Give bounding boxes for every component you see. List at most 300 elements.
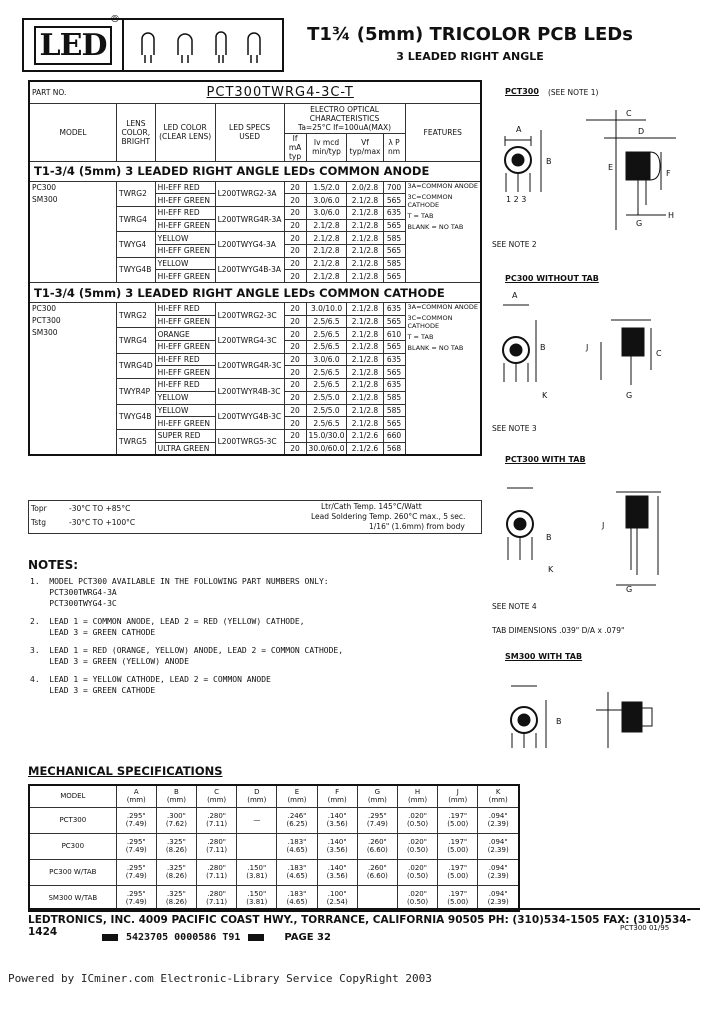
anode-vf: 2.1/2.8 [347, 232, 383, 245]
cathode-lens: TWRG4D [117, 353, 156, 378]
mech-cell [438, 833, 478, 859]
mech-inch: .295" [126, 889, 146, 898]
anode-lp: 585 [383, 257, 405, 270]
anode-color: HI-EFF GREEN [155, 194, 215, 207]
mech-col-1: A (mm) [116, 785, 156, 807]
mech-mm: (8.26) [165, 872, 187, 880]
anode-if: 20 [284, 219, 306, 232]
mech-mm: (7.49) [125, 846, 147, 854]
mech-cell [197, 807, 237, 833]
cathode-iv: 2.5/6.5 [306, 315, 347, 328]
dim-e-label: E [608, 163, 614, 172]
cathode-iv: 2.5/6.5 [306, 366, 347, 379]
anode-spec: L200TWRG2-3A [215, 181, 284, 206]
diagram-2-see: SEE NOTE 3 [492, 424, 537, 433]
anode-model-1: SM300 [32, 194, 58, 204]
mech-cell [237, 859, 277, 885]
cathode-color: HI-EFF RED [155, 379, 215, 392]
dim-a2-label: A [512, 291, 518, 300]
topr-label: Topr [31, 504, 47, 513]
mech-inch: .325" [167, 889, 186, 898]
cathode-if: 20 [284, 303, 306, 316]
cathode-lp: 565 [383, 366, 405, 379]
mech-inch: .260" [367, 864, 387, 872]
cathode-color: HI-EFF GREEN [155, 417, 215, 430]
cathode-iv: 2.5/6.5 [306, 328, 347, 341]
anode-lp: 635 [383, 206, 405, 219]
dim-k-label: K [542, 391, 548, 400]
mech-mm: (5.00) [447, 872, 469, 880]
cathode-spec: L200TWRG2-3C [215, 303, 284, 328]
note-line: 3. LEAD 1 = RED (ORANGE, YELLOW) ANODE, LEAD 2 = COMMON CATHODE, [30, 646, 344, 655]
note-line: LEAD 3 = GREEN (YELLOW) ANODE [30, 657, 189, 666]
mech-inch: .197" [448, 864, 468, 872]
dimension-diagrams [486, 80, 712, 750]
diagram-1-see: SEE NOTE 2 [492, 240, 537, 249]
mech-inch: .197" [448, 812, 468, 820]
cathode-model-1: PCT300 [32, 316, 61, 325]
mech-inch: .295" [126, 838, 146, 846]
anode-feature-0: 3A=COMMON ANODE [407, 181, 478, 190]
anode-features [405, 181, 481, 283]
mech-mm: (2.39) [487, 897, 509, 906]
cathode-color: HI-EFF GREEN [155, 315, 215, 328]
mech-col-2: B (mm) [156, 785, 196, 807]
cathode-vf: 2.1/2.8 [347, 391, 383, 404]
anode-model-0: PC300 [32, 182, 57, 192]
mech-mm: (3.56) [326, 872, 348, 880]
cathode-if: 20 [284, 366, 306, 379]
mech-mm: (2.39) [487, 846, 509, 854]
anode-if: 20 [284, 270, 306, 283]
mech-mm: (4.65) [286, 897, 308, 906]
cathode-lp: 565 [383, 341, 405, 354]
cathode-iv: 3.0/10.0 [306, 303, 347, 316]
cathode-vf: 2.1/2.8 [347, 417, 383, 430]
anode-iv: 2.1/2.8 [306, 270, 347, 283]
cathode-lens: TWRG2 [117, 303, 156, 328]
mech-inch: — [253, 816, 261, 824]
mech-inch: .280" [207, 864, 227, 872]
mech-mm: (7.62) [165, 820, 187, 828]
anode-rows [29, 181, 481, 283]
col-features: FEATURES [405, 103, 481, 161]
diagram-1-title: PCT300 [505, 87, 539, 96]
cathode-models [29, 303, 117, 455]
mech-mm: (6.60) [366, 846, 388, 854]
cathode-if: 20 [284, 391, 306, 404]
anode-row [29, 181, 481, 194]
mech-inch: .295" [126, 864, 146, 872]
cathode-color: HI-EFF GREEN [155, 366, 215, 379]
diagram-pct300 [505, 110, 676, 230]
dim-c2-label: C [656, 349, 662, 358]
anode-color: HI-EFF RED [155, 181, 215, 194]
wattage: Ltr/Cath Temp. 145°C/Watt [321, 502, 422, 511]
mech-inch: .197" [448, 889, 468, 898]
mech-cell [357, 807, 397, 833]
cathode-vf: 2.1/2.8 [347, 366, 383, 379]
col-lens: LENS COLOR, BRIGHT [117, 103, 156, 161]
cathode-if: 20 [284, 404, 306, 417]
mech-mm: (5.00) [447, 846, 469, 854]
mech-model: PC300 [29, 833, 116, 859]
mech-inch: .280" [207, 889, 227, 898]
mech-cell [317, 807, 357, 833]
mech-cell [478, 833, 519, 859]
diagram-pct300-tab [507, 488, 661, 585]
cathode-model-2: SM300 [32, 328, 58, 337]
mech-col-9: J (mm) [438, 785, 478, 807]
mech-cell [397, 859, 437, 885]
anode-color: YELLOW [155, 232, 215, 245]
mech-cell [156, 833, 196, 859]
note-line: 4. LEAD 1 = YELLOW CATHODE, LEAD 2 = COMMON ANODE [30, 675, 271, 684]
lead-temp-2: 1/16" (1.6mm) from body [369, 522, 465, 531]
mech-col-6: F (mm) [317, 785, 357, 807]
cathode-lens: TWRG4 [117, 328, 156, 353]
col-electro: ELECTRO OPTICAL CHARACTERISTICS [309, 104, 380, 123]
mech-inch: .094" [488, 812, 508, 820]
cathode-iv: 2.5/6.5 [306, 379, 347, 392]
anode-spec: L200TWRG4R-3A [215, 206, 284, 231]
mech-mm: (0.50) [407, 872, 429, 880]
mech-inch: .183" [287, 864, 307, 872]
topr-value: -30°C TO +85°C [69, 504, 131, 513]
cathode-lp: 635 [383, 303, 405, 316]
anode-if: 20 [284, 181, 306, 194]
cathode-vf: 2.1/2.6 [347, 442, 383, 455]
anode-lp: 565 [383, 219, 405, 232]
page-number: PAGE 32 [284, 932, 331, 943]
mech-cell [156, 807, 196, 833]
mech-col-10: K (mm) [478, 785, 519, 807]
mech-cell [277, 833, 317, 859]
page-title: T1¾ (5mm) TRICOLOR PCB LEDs [307, 24, 633, 45]
cathode-if: 20 [284, 328, 306, 341]
section-common-anode: T1-3/4 (5mm) 3 LEADED RIGHT ANGLE LEDs COMMON ANODE [29, 161, 481, 181]
diagram-3-title: PCT300 WITH TAB [505, 455, 586, 464]
mech-inch: .094" [488, 838, 508, 846]
mech-inch: .020" [408, 889, 427, 898]
mech-inch: .183" [287, 889, 307, 898]
note-line: PCT300TWYG4-3C [30, 599, 117, 608]
mech-cell [116, 807, 156, 833]
mech-col-4: D (mm) [237, 785, 277, 807]
dim-b4-label: B [556, 717, 562, 726]
mech-cell [277, 859, 317, 885]
anode-vf: 2.1/2.8 [347, 257, 383, 270]
cathode-feature-2: T = TAB [407, 333, 434, 341]
mech-mm: (3.56) [326, 820, 348, 828]
cathode-vf: 2.1/2.8 [347, 303, 383, 316]
cathode-iv: 2.5/6.5 [306, 417, 347, 430]
cathode-if: 20 [284, 429, 306, 442]
mech-cell [237, 833, 277, 859]
mech-mm: (7.11) [206, 820, 228, 828]
mech-inch: .140" [327, 812, 347, 820]
cathode-feature-0: 3A=COMMON ANODE [407, 303, 478, 311]
mech-mm: (6.60) [366, 872, 388, 880]
cathode-lp: 565 [383, 315, 405, 328]
dim-h-label: H [668, 211, 675, 220]
mech-mm: (5.00) [447, 820, 469, 828]
cathode-vf: 2.1/2.8 [347, 328, 383, 341]
mech-mm: (7.49) [125, 820, 147, 828]
cathode-lp: 585 [383, 391, 405, 404]
dim-k3-label: K [548, 565, 554, 574]
mech-col-3: C (mm) [197, 785, 237, 807]
mech-mm: (4.65) [286, 846, 308, 854]
mech-cell [317, 859, 357, 885]
registered-mark: ® [110, 14, 120, 25]
mech-cell [197, 833, 237, 859]
anode-color: YELLOW [155, 257, 215, 270]
powered-by: Powered by ICminer.com Electronic-Library Service CopyRight 2003 [8, 972, 432, 985]
mech-mm: (7.49) [125, 897, 147, 906]
mech-mm: (7.49) [366, 820, 388, 828]
cathode-vf: 2.1/2.8 [347, 404, 383, 417]
cathode-vf: 2.1/2.8 [347, 353, 383, 366]
mech-cell [116, 833, 156, 859]
cathode-vf: 2.1/2.8 [347, 315, 383, 328]
mech-cell [397, 833, 437, 859]
note-line: PCT300TWRG4-3A [30, 588, 117, 597]
cathode-lp: 585 [383, 404, 405, 417]
cathode-lp: 568 [383, 442, 405, 455]
cathode-color: HI-EFF RED [155, 353, 215, 366]
mech-inch: .280" [207, 812, 227, 820]
diagram-3-see: SEE NOTE 4 [492, 602, 537, 611]
cathode-feature-3: BLANK = NO TAB [407, 344, 464, 352]
dim-b2-label: B [540, 343, 546, 352]
mech-col-7: G (mm) [357, 785, 397, 807]
anode-spec: L200TWYG4-3A [215, 232, 284, 257]
cathode-lp: 610 [383, 328, 405, 341]
cathode-features [405, 303, 481, 455]
col-led-specs: LED SPECS USED [215, 103, 284, 161]
mech-row [29, 807, 519, 833]
cathode-row [29, 303, 481, 316]
anode-vf: 2.0/2.8 [347, 181, 383, 194]
led-lamp-icons [128, 25, 278, 65]
anode-lp: 565 [383, 244, 405, 257]
anode-iv: 1.5/2.0 [306, 181, 347, 194]
mech-mm: (0.50) [407, 846, 429, 854]
cathode-if: 20 [284, 442, 306, 455]
cathode-color: HI-EFF GREEN [155, 341, 215, 354]
cathode-feature-1: 3C=COMMON CATHODE [407, 314, 453, 330]
anode-color: HI-EFF GREEN [155, 219, 215, 232]
note-line: 1. MODEL PCT300 AVAILABLE IN THE FOLLOWING PART NUMBERS ONLY: [30, 577, 329, 586]
mech-mm: (5.00) [447, 897, 469, 906]
mech-inch: .260" [367, 838, 387, 846]
mech-inch: .246" [287, 812, 307, 820]
mech-col-5: E (mm) [277, 785, 317, 807]
anode-lp: 585 [383, 232, 405, 245]
dim-f-label: F [666, 169, 671, 178]
anode-feature-3: BLANK = NO TAB [407, 222, 464, 231]
cathode-lp: 660 [383, 429, 405, 442]
cathode-color: HI-EFF RED [155, 303, 215, 316]
mech-cell [317, 833, 357, 859]
cathode-lp: 565 [383, 417, 405, 430]
cathode-vf: 2.1/2.8 [347, 341, 383, 354]
cathode-vf: 2.1/2.8 [347, 379, 383, 392]
mech-mm: (3.56) [326, 846, 348, 854]
temperature-block [28, 500, 482, 534]
anode-color: HI-EFF RED [155, 206, 215, 219]
cathode-if: 20 [284, 315, 306, 328]
mech-col-8: H (mm) [397, 785, 437, 807]
part-no-label: PART NO. [29, 81, 117, 103]
mech-mm: (4.65) [286, 872, 308, 880]
cathode-lens: TWRG5 [117, 429, 156, 454]
logo [22, 18, 284, 72]
cathode-spec: L200TWRG4-3C [215, 328, 284, 353]
mech-mm: (7.11) [206, 897, 228, 906]
cathode-if: 20 [284, 417, 306, 430]
diagram-1-note: (SEE NOTE 1) [548, 88, 599, 97]
anode-vf: 2.1/2.8 [347, 270, 383, 283]
cathode-lens: TWYR4P [117, 379, 156, 404]
cathode-iv: 3.0/6.0 [306, 353, 347, 366]
mech-inch: .183" [287, 838, 307, 846]
mech-cell [478, 859, 519, 885]
barcode-line [102, 932, 331, 943]
mech-cell [156, 859, 196, 885]
section-common-cathode: T1-3/4 (5mm) 3 LEADED RIGHT ANGLE LEDs COMMON CATHODE [29, 283, 481, 303]
diagram-pc300-no-tab [503, 305, 651, 385]
diagram-2-title: PC300 WITHOUT TAB [505, 274, 599, 283]
mech-spec-table [28, 784, 520, 912]
cathode-if: 20 [284, 379, 306, 392]
cathode-iv: 2.5/5.0 [306, 391, 347, 404]
col-lp: λ P nm [383, 133, 405, 161]
diagram-4-title: SM300 WITH TAB [505, 652, 583, 661]
anode-vf: 2.1/2.8 [347, 244, 383, 257]
mech-mm: (3.81) [246, 897, 268, 906]
dim-a-label: A [516, 125, 522, 134]
note-line: LEAD 3 = GREEN CATHODE [30, 686, 156, 695]
mech-inch: .100" [327, 889, 347, 898]
cathode-rows [29, 303, 481, 455]
revision: PCT300 01/95 [620, 924, 670, 932]
barcode-text: 5423705 0000586 T91 [126, 932, 241, 943]
mech-inch: .150" [247, 864, 267, 872]
anode-lp: 565 [383, 270, 405, 283]
barcode-mark-right [248, 934, 264, 941]
mech-cell [438, 859, 478, 885]
cathode-color: ORANGE [155, 328, 215, 341]
mech-inch: .197" [448, 838, 468, 846]
mech-cell [397, 807, 437, 833]
anode-spec: L200TWYG4B-3A [215, 257, 284, 282]
dim-g3-label: G [626, 585, 633, 594]
anode-iv: 2.1/2.8 [306, 219, 347, 232]
mech-inch: .325" [167, 864, 186, 872]
mech-cell [197, 859, 237, 885]
anode-vf: 2.1/2.8 [347, 194, 383, 207]
part-no-value: PCT300TWRG4-3C-T [206, 84, 354, 100]
anode-lens: TWYG4 [117, 232, 156, 257]
mech-title: MECHANICAL SPECIFICATIONS [28, 764, 223, 778]
mech-cell [357, 859, 397, 885]
mech-mm: (7.49) [125, 872, 147, 880]
anode-iv: 2.1/2.8 [306, 244, 347, 257]
cathode-color: ULTRA GREEN [155, 442, 215, 455]
col-iv: Iv mcd min/typ [306, 133, 347, 161]
anode-models [29, 181, 117, 283]
anode-lens: TWYG4B [117, 257, 156, 282]
mech-mm: (0.50) [407, 897, 429, 906]
mech-inch: .295" [126, 812, 146, 820]
mech-row [29, 859, 519, 885]
note-line: 2. LEAD 1 = COMMON ANODE, LEAD 2 = RED (YELLOW) CATHODE, [30, 617, 305, 626]
anode-if: 20 [284, 244, 306, 257]
tstg-value: -30°C TO +100°C [69, 518, 136, 527]
mech-mm: (3.81) [246, 872, 268, 880]
anode-lens: TWRG2 [117, 181, 156, 206]
cathode-color: SUPER RED [155, 429, 215, 442]
anode-iv: 3.0/6.0 [306, 206, 347, 219]
anode-if: 20 [284, 206, 306, 219]
tab-dimensions: TAB DIMENSIONS .039" D/A x .079" [492, 626, 625, 635]
cathode-iv: 2.5/5.0 [306, 404, 347, 417]
anode-iv: 2.1/2.8 [306, 257, 347, 270]
cathode-color: YELLOW [155, 391, 215, 404]
mech-mm: (0.50) [407, 820, 429, 828]
anode-lens: TWRG4 [117, 206, 156, 231]
mech-inch: .140" [327, 838, 347, 846]
cathode-spec: L200TWYG4B-3C [215, 404, 284, 429]
anode-color: HI-EFF GREEN [155, 244, 215, 257]
mech-inch: .094" [488, 889, 508, 898]
mech-cell [438, 807, 478, 833]
anode-if: 20 [284, 232, 306, 245]
mech-cell [116, 859, 156, 885]
mech-mm: (2.54) [326, 897, 348, 906]
lead-temp: Lead Soldering Temp. 260°C max., 5 sec. [311, 512, 466, 521]
anode-if: 20 [284, 257, 306, 270]
page-subtitle: 3 LEADED RIGHT ANGLE [396, 50, 544, 63]
mech-model: PC300 W/TAB [29, 859, 116, 885]
col-led-color: LED COLOR (CLEAR LENS) [155, 103, 215, 161]
anode-vf: 2.1/2.8 [347, 206, 383, 219]
mech-inch: .295" [367, 812, 387, 820]
notes-list [30, 576, 470, 696]
cathode-lp: 635 [383, 353, 405, 366]
dim-d-label: D [638, 127, 645, 136]
mech-mm: (8.26) [165, 897, 187, 906]
mech-inch: .325" [167, 838, 186, 846]
notes-title: NOTES: [28, 558, 79, 572]
mech-inch: .280" [207, 838, 227, 846]
mech-cell [357, 833, 397, 859]
dim-c-label: C [626, 109, 632, 118]
mech-inch: .020" [408, 812, 427, 820]
cathode-spec: L200TWRG4R-3C [215, 353, 284, 378]
mech-cell [277, 807, 317, 833]
cathode-iv: 2.5/6.5 [306, 341, 347, 354]
anode-iv: 2.1/2.8 [306, 232, 347, 245]
mech-model: SM300 W/TAB [29, 885, 116, 911]
mech-cell [478, 807, 519, 833]
cathode-lp: 635 [383, 379, 405, 392]
anode-lp: 565 [383, 194, 405, 207]
dim-j-label: J [586, 343, 589, 352]
note-line: LEAD 3 = GREEN CATHODE [30, 628, 156, 637]
